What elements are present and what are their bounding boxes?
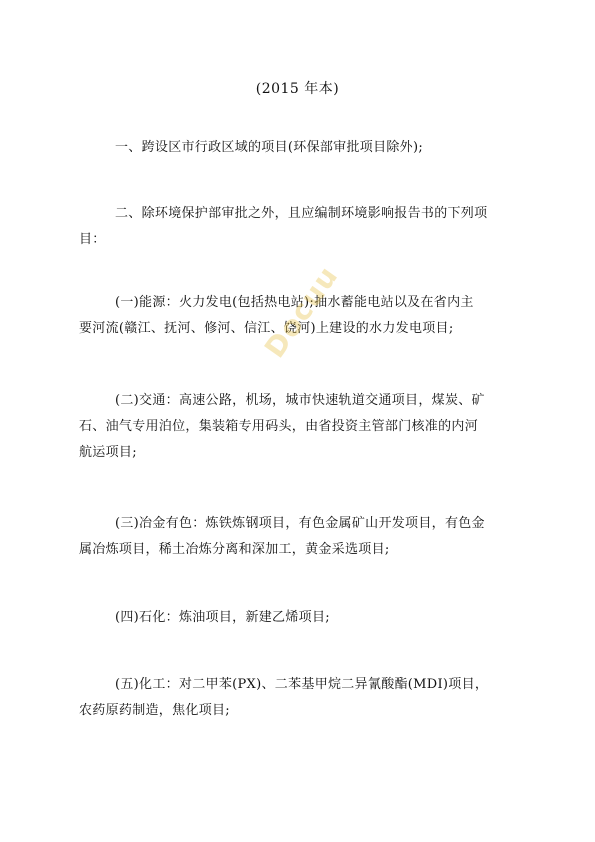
paragraph-line: 要河流(赣江、抚河、修河、信江、饶河)上建设的水力发电项目;: [79, 321, 454, 336]
paragraph-line: 石、油气专用泊位，集装箱专用码头，由省投资主管部门核准的内河: [79, 419, 479, 434]
paragraph-5: [79, 511, 519, 563]
paragraph-line: (一)能源：火力发电(包括热电站);抽水蓄能电站以及在省内主: [115, 295, 474, 310]
paragraph-2: [79, 201, 519, 253]
paragraph-4: [79, 388, 519, 466]
paragraph-line: (五)化工：对二甲苯(PX)、二苯基甲烷二异氰酸酯(MDI)项目，: [115, 677, 489, 692]
paragraph-7: [79, 672, 519, 724]
paragraph-6: [79, 605, 519, 631]
paragraph-line: (二)交通：高速公路，机场，城市快速轨道交通项目，煤炭、矿: [115, 393, 485, 408]
paragraph-line: 一、跨设区市行政区域的项目(环保部审批项目除外);: [115, 140, 424, 155]
paragraph-line: (三)冶金有色：炼铁炼钢项目，有色金属矿山开发项目，有色金: [115, 516, 485, 531]
paragraph-line: 目：: [79, 232, 106, 247]
paragraph-1: [79, 135, 519, 161]
paragraph-line: 农药原药制造，焦化项目;: [79, 703, 230, 718]
watermark: Docuu: [258, 259, 345, 364]
document-title: (2015 年本): [255, 81, 340, 97]
paragraph-line: (四)石化：炼油项目，新建乙烯项目;: [115, 610, 330, 625]
paragraph-line: 二、除环境保护部审批之外，且应编制环境影响报告书的下列项: [115, 206, 488, 221]
paragraph-line: 属冶炼项目，稀土冶炼分离和深加工，黄金采选项目;: [79, 542, 390, 557]
paragraph-line: 航运项目;: [79, 445, 137, 460]
